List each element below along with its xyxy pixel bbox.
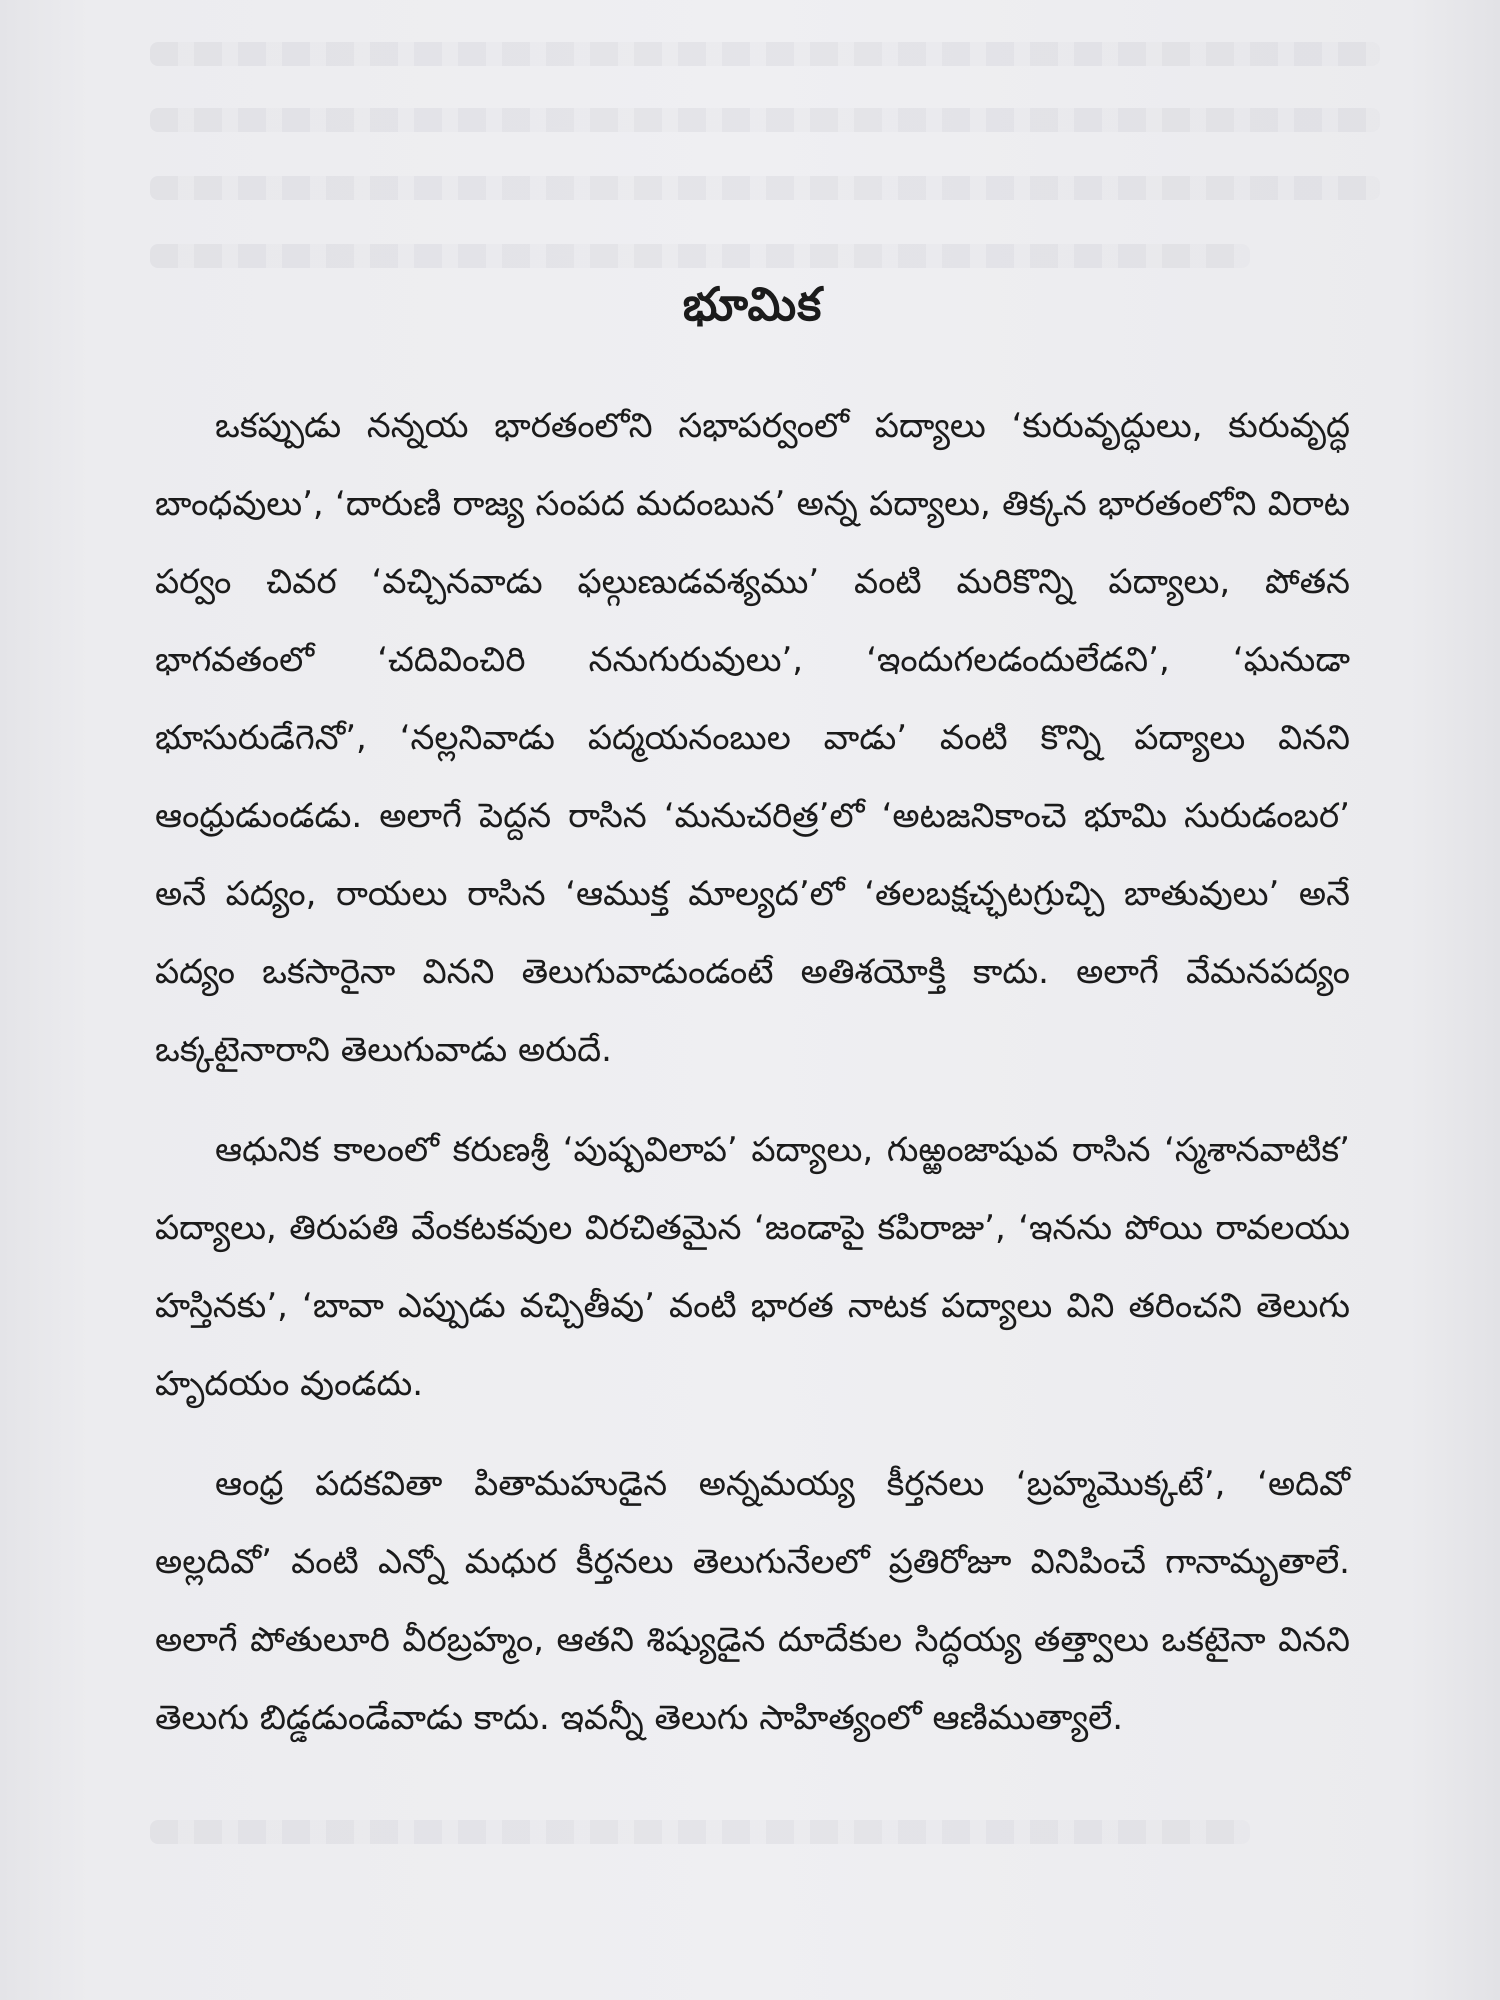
paragraph: ఒకప్పుడు నన్నయ భారతంలోని సభాపర్వంలో పద్యాలు ‘కురువృద్ధులు, కురువృద్ధ బాంధవులు’, ‘దారుణి రాజ్య సంపద మదంబున’ అన్న పద్యాలు, తిక్కన భారతంలోని విరాట పర్వం చివర ‘వచ్చినవాడు ఫల్గుణుడవశ్యము’ వంటి మరికొన్ని పద్యాలు, పోతన భాగవతంలో ‘చదివించిరి ననుగురువులు’, ‘ఇందుగలడందులేడని’, ‘ఘనుడా భూసురుడేగెనో’, ‘నల్లనివాడు పద్మయనంబుల వాడు’ వంటి కొన్ని పద్యాలు వినని ఆంధ్రుడుండడు. అలాగే పెద్దన రాసిన ‘మనుచరిత్ర’లో ‘అటజనికాంచె భూమి సురుడంబర’ అనే పద్యం, రాయలు రాసిన ‘ఆముక్త మాల్యద’లో ‘తలబక్షచ్ఛటగ్రుచ్చి బాతువులు’ అనే పద్యం ఒకసారైనా వినని తెలుగువాడుండంటే అతిశయోక్తి కాదు. అలాగే వేమనపద్యం ఒక్కటైనారాని తెలుగువాడు అరుదే. xyxy=(155,405,1350,1070)
bleed-through-line xyxy=(150,42,1380,66)
paragraph: ఆంధ్ర పదకవితా పితామహుడైన అన్నమయ్య కీర్తనలు ‘బ్రహ్మమొక్కటే’, ‘అదివో అల్లదివో’ వంటి ఎన్నో మధుర కీర్తనలు తెలుగునేలలో ప్రతిరోజూ వినిపించే గానామృతాలే. అలాగే పోతులూరి వీరబ్రహ్మం, ఆతని శిష్యుడైన దూదేకుల సిద్ధయ్య తత్త్వాలు ఒకటైనా వినని తెలుగు బిడ్డడుండేవాడు కాదు. ఇవన్నీ తెలుగు సాహిత్యంలో ఆణిముత్యాలే. xyxy=(155,1463,1350,1738)
bleed-through-line xyxy=(150,176,1380,200)
bleed-through-line xyxy=(150,244,1250,268)
paragraph: ఆధునిక కాలంలో కరుణశ్రీ ‘పుష్పవిలాప’ పద్యాలు, గుఱ్ఱంజాషువ రాసిన ‘స్మశానవాటిక’ పద్యాలు, తిరుపతి వేంకటకవుల విరచితమైన ‘జండాపై కపిరాజు’, ‘ఇనను పోయి రావలయు హస్తినకు’, ‘బావా ఎప్పుడు వచ్చితీవు’ వంటి భారత నాటక పద్యాలు విని తరించని తెలుగు హృదయం వుండదు. xyxy=(155,1129,1350,1404)
page-title: భూమిక xyxy=(682,277,823,331)
document-body xyxy=(155,278,1350,1779)
bleed-through-line xyxy=(150,1820,1250,1844)
bleed-through-line xyxy=(150,108,1380,132)
